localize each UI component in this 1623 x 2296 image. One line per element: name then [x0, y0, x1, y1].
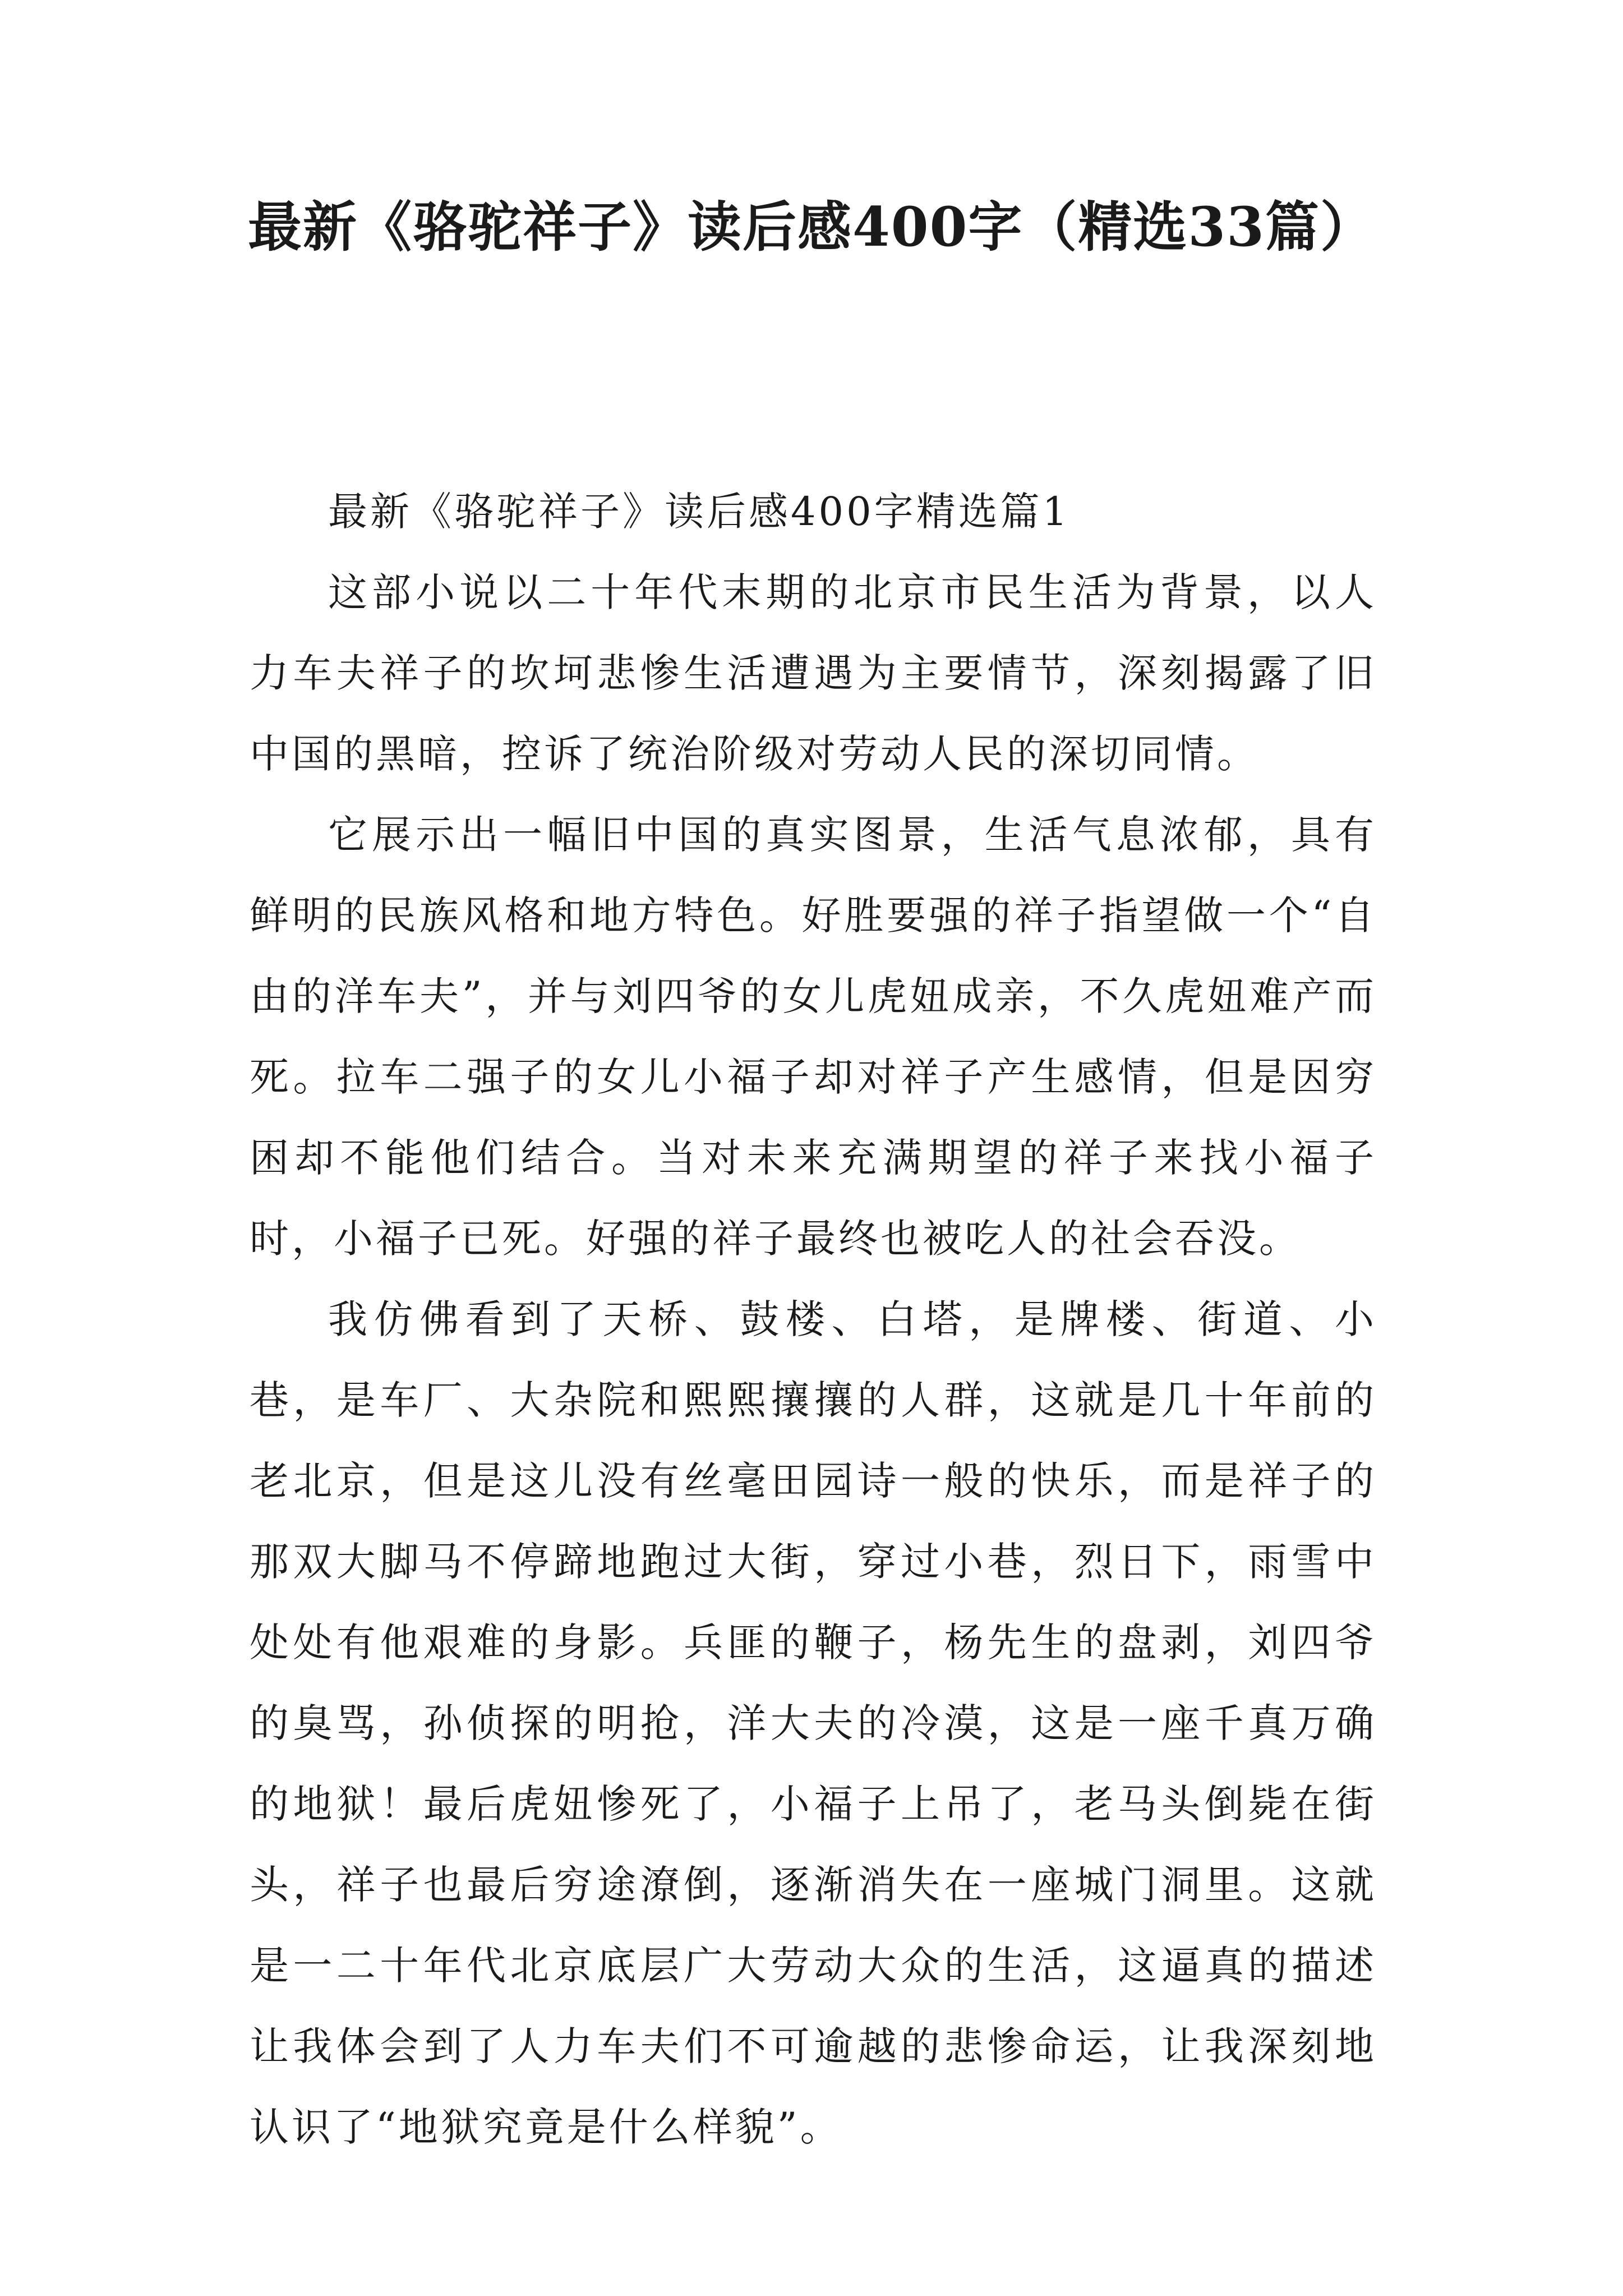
paragraph: 我仿佛看到了天桥、鼓楼、白塔，是牌楼、街道、小巷，是车厂、大杂院和熙熙攘攘的人群，这就是几十年前的老北京，但是这儿没有丝毫田园诗一般的快乐，而是祥子的那双大脚马不停蹄地跑过大街，穿过小巷，烈日下，雨雪中处处有他艰难的身影。兵匪的鞭子，杨先生的盘剥，刘四爷的臭骂，孙侦探的明抢，洋大夫的冷漠，这是一座千真万确的地狱！最后虎妞惨死了，小福子上吊了，老马头倒毙在街头，祥子也最后穷途潦倒，逐渐消失在一座城门洞里。这就是一二十年代北京底层广大劳动大众的生活，这逼真的描述让我体会到了人力车夫们不可逾越的悲惨命运，让我深刻地认识了“地狱究竟是什么样貌”。 — [250, 1296, 1377, 2150]
document-body — [250, 471, 1377, 2168]
paragraph: 它展示出一幅旧中国的真实图景，生活气息浓郁，具有鲜明的民族风格和地方特色。好胜要强的祥子指望做一个“自由的洋车夫”，并与刘四爷的女儿虎妞成亲，不久虎妞难产而死。拉车二强子的女儿小福子却对祥子产生感情，但是因穷困却不能他们结合。当对未来充满期望的祥子来找小福子时，小福子已死。好强的祥子最终也被吃人的社会吞没。 — [250, 812, 1377, 1262]
document-title: 最新《骆驼祥子》读后感400字（精选33篇） — [248, 195, 1375, 259]
section-heading: 最新《骆驼祥子》读后感400字精选篇1 — [328, 489, 1071, 535]
paragraph: 这部小说以二十年代末期的北京市民生活为背景，以人力车夫祥子的坎坷悲惨生活遭遇为主要情节，深刻揭露了旧中国的黑暗，控诉了统治阶级对劳动人民的深切同情。 — [250, 569, 1377, 777]
